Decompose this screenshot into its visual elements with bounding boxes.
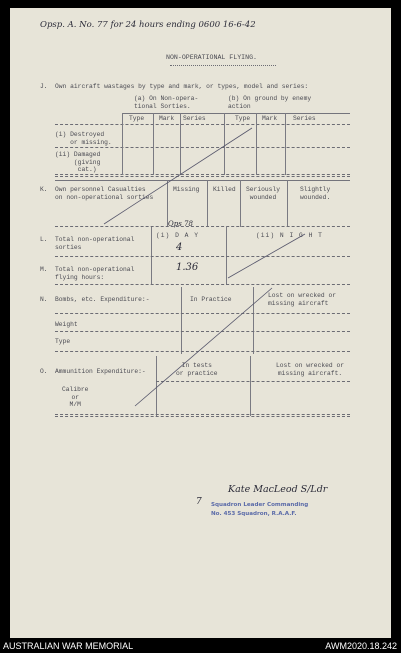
k-header-seriously: Seriously wounded	[246, 186, 281, 201]
strike-line-j-k	[104, 128, 252, 224]
l-day-label: (i) D A Y	[156, 232, 200, 239]
n-col-practice: In Practice	[190, 296, 232, 303]
stamp-line-1: Squadron Leader Commanding	[211, 502, 309, 508]
l-night-label: (ii) N I G H T	[256, 232, 323, 239]
section-j-col-b: (b) On ground by enemy action	[228, 95, 312, 110]
section-l-label: Total non-operational sorties	[55, 236, 135, 251]
k-header-killed: Killed	[213, 186, 236, 193]
j-sub-type-1: Type	[129, 115, 145, 122]
header-handwritten-note: Opsp. A. No. 77 for 24 hours ending 0600 16-6-42	[40, 20, 256, 30]
section-m-letter: M.	[40, 266, 48, 273]
o-col-tests: In tests or practice	[176, 362, 218, 377]
page-title: NON-OPERATIONAL FLYING.	[166, 54, 258, 61]
strike-line-n-o	[135, 288, 272, 406]
footer-reference-id: AWM2020.18.242	[325, 641, 397, 651]
section-j-col-a: (a) On Non-opera- tional Sorties.	[134, 95, 199, 110]
section-j-text: Own aircraft wastages by type and mark, or types, model and series:	[55, 83, 309, 90]
section-k-text: Own personnel Casualties on non-operational sorties	[55, 186, 154, 201]
section-k-letter: K.	[40, 186, 48, 193]
signature-mark: 7	[196, 497, 202, 507]
strike-line-l-night	[228, 234, 305, 278]
section-o-letter: O.	[40, 368, 48, 375]
j-sub-series-1: Series	[183, 115, 206, 122]
j-sub-mark-1: Mark	[159, 115, 175, 122]
j-row-damaged: (ii) Damaged (giving cat.)	[55, 151, 101, 173]
signature: Kate MacLeod S/Ldr	[228, 484, 328, 495]
section-o-label: Ammunition Expenditure:-	[55, 368, 146, 375]
n-row-weight: Weight	[55, 321, 78, 328]
n-col-lost: Lost on wrecked or missing aircraft	[268, 292, 337, 307]
section-m-label: Total non-operational flying hours:	[55, 266, 135, 281]
section-j-letter: J.	[40, 83, 48, 90]
j-sub-mark-2: Mark	[262, 115, 278, 122]
o-col-lost: Lost on wrecked or missing aircraft.	[276, 362, 345, 377]
section-n-letter: N.	[40, 296, 48, 303]
l-day-value: 4	[176, 242, 183, 253]
section-n-label: Bombs, etc. Expenditure:-	[55, 296, 150, 303]
n-row-type: Type	[55, 338, 71, 345]
footer-archive-name: AUSTRALIAN WAR MEMORIAL	[3, 641, 134, 651]
k-header-slightly: Slightly wounded.	[300, 186, 331, 201]
o-row-calibre: Calibre or M/M	[62, 386, 89, 408]
j-row-destroyed: (i) Destroyed or missing.	[55, 131, 112, 146]
m-value: 1.36	[176, 262, 199, 273]
j-sub-series-2: Series	[293, 115, 316, 122]
section-l-letter: L.	[40, 236, 48, 243]
stamp-line-2: No. 453 Squadron, R.A.A.F.	[211, 511, 297, 517]
l-handwritten-note: Ops 78	[168, 220, 193, 228]
j-sub-type-2: Type	[235, 115, 251, 122]
k-header-missing: Missing	[173, 186, 200, 193]
